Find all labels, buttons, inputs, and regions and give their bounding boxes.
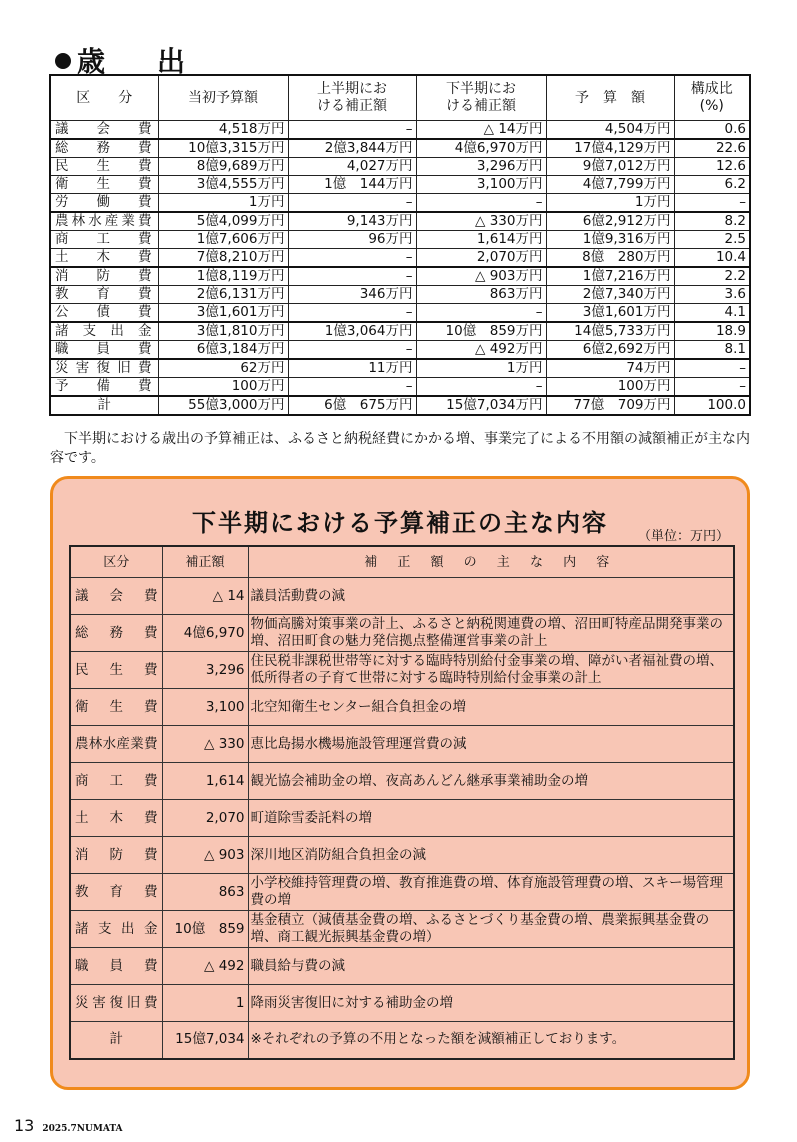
value-cell: 9,143万円 bbox=[288, 212, 416, 231]
value-cell: 1億3,064万円 bbox=[288, 322, 416, 341]
category-cell: 諸支出金 bbox=[50, 322, 158, 341]
revision-panel bbox=[50, 476, 750, 1090]
value-cell: 8.1 bbox=[674, 341, 750, 360]
table-row bbox=[70, 652, 734, 689]
column-header: 予 算 額 bbox=[546, 75, 674, 121]
value-cell: 8億9,689万円 bbox=[158, 158, 288, 176]
value-cell: 2億7,340万円 bbox=[546, 286, 674, 304]
table-row bbox=[50, 176, 750, 194]
category-cell: 商工費 bbox=[50, 231, 158, 249]
category-cell: 職員費 bbox=[70, 948, 162, 985]
description-cell: 深川地区消防組合負担金の減 bbox=[248, 837, 734, 874]
explanation-note: 下半期における歳出の予算補正は、ふるさと納税経費にかかる増、事業完了による不用額の減額補正が主な内容です。 bbox=[50, 431, 750, 466]
value-cell: – bbox=[288, 121, 416, 140]
column-header: 下半期にお ける補正額 bbox=[416, 75, 546, 121]
amount-cell: △ 330 bbox=[162, 726, 248, 763]
value-cell: 3億4,555万円 bbox=[158, 176, 288, 194]
column-header: 上半期にお ける補正額 bbox=[288, 75, 416, 121]
value-cell: 3,296万円 bbox=[416, 158, 546, 176]
value-cell: 100万円 bbox=[158, 378, 288, 397]
table-row bbox=[70, 1022, 734, 1059]
value-cell: 6億3,184万円 bbox=[158, 341, 288, 360]
description-cell: 町道除雪委託料の増 bbox=[248, 800, 734, 837]
description-cell: 観光協会補助金の増、夜高あんどん継承事業補助金の増 bbox=[248, 763, 734, 800]
amount-cell: 3,100 bbox=[162, 689, 248, 726]
table-row bbox=[50, 139, 750, 158]
table-row bbox=[50, 158, 750, 176]
value-cell: 10億 859万円 bbox=[416, 322, 546, 341]
description-cell: 降雨災害復旧に対する補助金の増 bbox=[248, 985, 734, 1022]
table-header-row bbox=[70, 546, 734, 578]
unit-label: （単位：万円） bbox=[637, 529, 729, 544]
value-cell: 100万円 bbox=[546, 378, 674, 397]
amount-cell: 3,296 bbox=[162, 652, 248, 689]
value-cell: – bbox=[288, 304, 416, 323]
description-cell: 職員給与費の減 bbox=[248, 948, 734, 985]
value-cell: 1,614万円 bbox=[416, 231, 546, 249]
description-cell: 北空知衛生センター組合負担金の増 bbox=[248, 689, 734, 726]
table-row bbox=[70, 726, 734, 763]
value-cell: 6億2,912万円 bbox=[546, 212, 674, 231]
value-cell: – bbox=[288, 194, 416, 213]
value-cell: △ 330万円 bbox=[416, 212, 546, 231]
table-row bbox=[50, 396, 750, 415]
value-cell: – bbox=[674, 194, 750, 213]
table-row bbox=[70, 800, 734, 837]
table-row bbox=[70, 874, 734, 911]
table-row bbox=[70, 763, 734, 800]
value-cell: 17億4,129万円 bbox=[546, 139, 674, 158]
value-cell: 6億2,692万円 bbox=[546, 341, 674, 360]
page-footer bbox=[14, 1116, 123, 1135]
value-cell: 863万円 bbox=[416, 286, 546, 304]
value-cell: 4,027万円 bbox=[288, 158, 416, 176]
column-header: 補 正 額 の 主 な 内 容 bbox=[248, 546, 734, 578]
value-cell: 1億9,316万円 bbox=[546, 231, 674, 249]
table-row bbox=[50, 121, 750, 140]
category-cell: 計 bbox=[50, 396, 158, 415]
table-header-row bbox=[50, 75, 750, 121]
value-cell: 100.0 bbox=[674, 396, 750, 415]
table-row bbox=[70, 985, 734, 1022]
value-cell: 96万円 bbox=[288, 231, 416, 249]
value-cell: – bbox=[674, 378, 750, 397]
description-cell: 基金積立（減債基金費の増、ふるさとづくり基金費の増、農業振興基金費の増、商工観光振興基金費の増） bbox=[248, 911, 734, 948]
table-row bbox=[50, 341, 750, 360]
value-cell: 77億 709万円 bbox=[546, 396, 674, 415]
value-cell: 10億3,315万円 bbox=[158, 139, 288, 158]
page-number: 13 bbox=[14, 1116, 35, 1135]
column-header: 当初予算額 bbox=[158, 75, 288, 121]
value-cell: 1億7,216万円 bbox=[546, 267, 674, 286]
category-cell: 民生費 bbox=[70, 652, 162, 689]
section-title: 歳 出 bbox=[55, 40, 197, 80]
category-cell: 総務費 bbox=[70, 615, 162, 652]
category-cell: 計 bbox=[70, 1022, 162, 1059]
value-cell: 3億1,601万円 bbox=[158, 304, 288, 323]
value-cell: – bbox=[288, 378, 416, 397]
table-row bbox=[50, 304, 750, 323]
category-cell: 土木費 bbox=[50, 249, 158, 268]
bullet-icon bbox=[55, 53, 71, 69]
column-header: 区分 bbox=[70, 546, 162, 578]
table-row bbox=[50, 249, 750, 268]
category-cell: 商工費 bbox=[70, 763, 162, 800]
value-cell: 8.2 bbox=[674, 212, 750, 231]
value-cell: 4億7,799万円 bbox=[546, 176, 674, 194]
amount-cell: 1 bbox=[162, 985, 248, 1022]
category-cell: 民生費 bbox=[50, 158, 158, 176]
description-cell: 物価高騰対策事業の計上、ふるさと納税関連費の増、沼田町特産品開発事業の増、沼田町食の魅力発信拠点整備運営事業の計上 bbox=[248, 615, 734, 652]
description-cell: 小学校維持管理費の増、教育推進費の増、体育施設管理費の増、スキー場管理費の増 bbox=[248, 874, 734, 911]
category-cell: 衛生費 bbox=[70, 689, 162, 726]
value-cell: 10.4 bbox=[674, 249, 750, 268]
table-row bbox=[50, 359, 750, 378]
category-cell: 消防費 bbox=[70, 837, 162, 874]
amount-cell: △ 492 bbox=[162, 948, 248, 985]
category-cell: 土木費 bbox=[70, 800, 162, 837]
table-row bbox=[70, 911, 734, 948]
value-cell: – bbox=[416, 304, 546, 323]
column-header: 区 分 bbox=[50, 75, 158, 121]
amount-cell: 1,614 bbox=[162, 763, 248, 800]
description-cell: ※それぞれの予算の不用となった額を減額補正しております。 bbox=[248, 1022, 734, 1059]
category-cell: 災害復旧費 bbox=[50, 359, 158, 378]
value-cell: 2億6,131万円 bbox=[158, 286, 288, 304]
value-cell: 4,518万円 bbox=[158, 121, 288, 140]
value-cell: 3億1,810万円 bbox=[158, 322, 288, 341]
value-cell: 2,070万円 bbox=[416, 249, 546, 268]
value-cell: 0.6 bbox=[674, 121, 750, 140]
category-cell: 教育費 bbox=[50, 286, 158, 304]
panel-title: 下半期における予算補正の主な内容 bbox=[192, 509, 608, 537]
category-cell: 総務費 bbox=[50, 139, 158, 158]
category-cell: 労働費 bbox=[50, 194, 158, 213]
value-cell: 8億 280万円 bbox=[546, 249, 674, 268]
column-header: 構成比 (%) bbox=[674, 75, 750, 121]
description-cell: 議員活動費の減 bbox=[248, 578, 734, 615]
value-cell: 62万円 bbox=[158, 359, 288, 378]
category-cell: 災害復旧費 bbox=[70, 985, 162, 1022]
amount-cell: 4億6,970 bbox=[162, 615, 248, 652]
value-cell: 55億3,000万円 bbox=[158, 396, 288, 415]
table-row bbox=[50, 212, 750, 231]
value-cell: 1万円 bbox=[158, 194, 288, 213]
publication-name: 2025.7NUMATA bbox=[42, 1124, 123, 1134]
value-cell: 12.6 bbox=[674, 158, 750, 176]
value-cell: 1億8,119万円 bbox=[158, 267, 288, 286]
table-row bbox=[50, 286, 750, 304]
amount-cell: 10億 859 bbox=[162, 911, 248, 948]
category-cell: 職員費 bbox=[50, 341, 158, 360]
amount-cell: 863 bbox=[162, 874, 248, 911]
category-cell: 教育費 bbox=[70, 874, 162, 911]
category-cell: 農林水産業費 bbox=[70, 726, 162, 763]
value-cell: – bbox=[288, 267, 416, 286]
amount-cell: 15億7,034 bbox=[162, 1022, 248, 1059]
category-cell: 諸支出金 bbox=[70, 911, 162, 948]
table-row bbox=[50, 378, 750, 397]
value-cell: 18.9 bbox=[674, 322, 750, 341]
value-cell: 1億 144万円 bbox=[288, 176, 416, 194]
table-row bbox=[50, 267, 750, 286]
value-cell: 5億4,099万円 bbox=[158, 212, 288, 231]
value-cell: 2.5 bbox=[674, 231, 750, 249]
value-cell: 6.2 bbox=[674, 176, 750, 194]
table-row bbox=[70, 837, 734, 874]
value-cell: 1万円 bbox=[416, 359, 546, 378]
category-cell: 公債費 bbox=[50, 304, 158, 323]
value-cell: – bbox=[416, 194, 546, 213]
value-cell: △ 903万円 bbox=[416, 267, 546, 286]
value-cell: 11万円 bbox=[288, 359, 416, 378]
value-cell: 74万円 bbox=[546, 359, 674, 378]
category-cell: 予備費 bbox=[50, 378, 158, 397]
value-cell: 1億7,606万円 bbox=[158, 231, 288, 249]
value-cell: 3,100万円 bbox=[416, 176, 546, 194]
value-cell: – bbox=[674, 359, 750, 378]
value-cell: 22.6 bbox=[674, 139, 750, 158]
table-row bbox=[70, 578, 734, 615]
amount-cell: 2,070 bbox=[162, 800, 248, 837]
table-row bbox=[50, 194, 750, 213]
column-header: 補正額 bbox=[162, 546, 248, 578]
category-cell: 議会費 bbox=[50, 121, 158, 140]
table-row bbox=[50, 231, 750, 249]
value-cell: – bbox=[288, 249, 416, 268]
value-cell: 9億7,012万円 bbox=[546, 158, 674, 176]
value-cell: – bbox=[416, 378, 546, 397]
description-cell: 住民税非課税世帯等に対する臨時特別給付金事業の増、障がい者福祉費の増、低所得者の子育て世帯に対する臨時特別給付金事業の計上 bbox=[248, 652, 734, 689]
table-row bbox=[70, 689, 734, 726]
value-cell: 4億6,970万円 bbox=[416, 139, 546, 158]
value-cell: △ 492万円 bbox=[416, 341, 546, 360]
value-cell: 6億 675万円 bbox=[288, 396, 416, 415]
value-cell: 15億7,034万円 bbox=[416, 396, 546, 415]
category-cell: 議会費 bbox=[70, 578, 162, 615]
expenditure-table bbox=[49, 74, 751, 416]
value-cell: 4,504万円 bbox=[546, 121, 674, 140]
table-row bbox=[70, 948, 734, 985]
table-row bbox=[50, 322, 750, 341]
description-cell: 恵比島揚水機場施設管理運営費の減 bbox=[248, 726, 734, 763]
table-row bbox=[70, 615, 734, 652]
value-cell: △ 14万円 bbox=[416, 121, 546, 140]
amount-cell: △ 903 bbox=[162, 837, 248, 874]
amount-cell: △ 14 bbox=[162, 578, 248, 615]
value-cell: 14億5,733万円 bbox=[546, 322, 674, 341]
category-cell: 衛生費 bbox=[50, 176, 158, 194]
category-cell: 消防費 bbox=[50, 267, 158, 286]
value-cell: 346万円 bbox=[288, 286, 416, 304]
revision-table bbox=[69, 545, 735, 1060]
value-cell: 2.2 bbox=[674, 267, 750, 286]
value-cell: 2億3,844万円 bbox=[288, 139, 416, 158]
value-cell: 1万円 bbox=[546, 194, 674, 213]
value-cell: 7億8,210万円 bbox=[158, 249, 288, 268]
category-cell: 農林水産業費 bbox=[50, 212, 158, 231]
value-cell: 3.6 bbox=[674, 286, 750, 304]
value-cell: – bbox=[288, 341, 416, 360]
value-cell: 4.1 bbox=[674, 304, 750, 323]
value-cell: 3億1,601万円 bbox=[546, 304, 674, 323]
